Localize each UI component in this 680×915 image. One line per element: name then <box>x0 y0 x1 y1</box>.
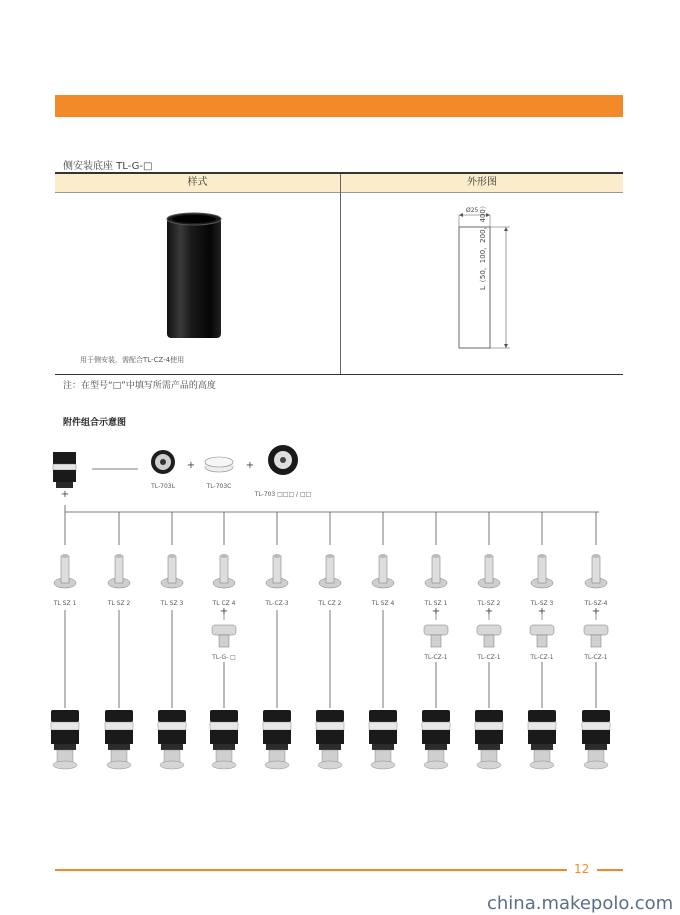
branch-label: TL-SZ-4 <box>584 600 608 607</box>
bracket-part <box>584 625 608 647</box>
light-assembly <box>528 710 556 769</box>
branch-label: TL SZ 2 <box>107 600 131 607</box>
mount-part <box>213 554 235 588</box>
light-assembly <box>582 710 610 769</box>
sub-part-label: TL-CZ-1 <box>530 654 554 661</box>
branch-label: TL CZ 4 <box>212 600 236 607</box>
plus-sign: + <box>431 606 441 617</box>
branch-label: TL SZ 1 <box>53 600 77 607</box>
section-title: 侧安装底座 TL-G-□ <box>63 161 153 172</box>
branch-label: TL-CZ-3 <box>265 600 289 607</box>
dimension-length: L（50，100，200，400） <box>479 202 487 290</box>
light-assembly <box>316 710 344 769</box>
light-assembly <box>422 710 450 769</box>
bracket-part <box>477 625 501 647</box>
diagram-title: 附件组合示意图 <box>63 418 127 428</box>
top-light-unit <box>53 452 76 488</box>
bracket-part <box>212 625 236 647</box>
footer-rule-right <box>597 869 623 871</box>
bracket-part <box>530 625 554 647</box>
plus-sign: + <box>60 489 70 500</box>
plus-sign: + <box>245 460 255 471</box>
part-label-tl-703: TL-703 □□□ / □□ <box>254 491 312 498</box>
mount-part <box>161 554 183 588</box>
branch-label: TL-SZ 3 <box>530 600 554 607</box>
plus-sign: + <box>484 606 494 617</box>
mount-part <box>531 554 553 588</box>
sub-part-label: TL-CZ-1 <box>477 654 501 661</box>
column-header-shape: 外形图 <box>341 174 623 193</box>
branch-label: TL SZ 1 <box>424 600 448 607</box>
page-number: 12 <box>574 862 590 876</box>
plus-sign: + <box>219 606 229 617</box>
plus-sign: + <box>537 606 547 617</box>
mount-part <box>108 554 130 588</box>
dimension-diameter: Ø25 <box>466 207 479 214</box>
mount-part <box>54 554 76 588</box>
sub-part-label: TL-CZ-1 <box>584 654 608 661</box>
branch-label: TL SZ 3 <box>160 600 184 607</box>
mount-part <box>478 554 500 588</box>
mount-part <box>372 554 394 588</box>
mount-part <box>266 554 288 588</box>
light-assembly <box>105 710 133 769</box>
mount-part <box>585 554 607 588</box>
part-label-tl-703l: TL-703L <box>151 483 175 490</box>
branch-label: TL-SZ 2 <box>477 600 501 607</box>
mount-part <box>319 554 341 588</box>
light-assembly <box>51 710 79 769</box>
sub-part-label: TL-CZ-1 <box>424 654 448 661</box>
branch-label: TL SZ 4 <box>371 600 395 607</box>
light-assembly <box>158 710 186 769</box>
footnote: 注：在型号“□”中填写所需产品的高度 <box>63 381 216 391</box>
plus-sign: + <box>186 460 196 471</box>
part-label-tl-703c: TL-703C <box>206 483 232 490</box>
watermark: china.makepolo.com <box>487 893 674 914</box>
product-caption: 用于侧安装，需配合TL-CZ-4使用 <box>80 356 185 364</box>
footer-rule-left <box>55 869 567 871</box>
light-assembly <box>210 710 238 769</box>
bracket-part <box>424 625 448 647</box>
light-assembly <box>475 710 503 769</box>
mount-part <box>425 554 447 588</box>
sub-part-label: TL-G- □ <box>212 654 236 661</box>
plus-sign: + <box>591 606 601 617</box>
branch-label: TL CZ 2 <box>318 600 342 607</box>
light-assembly <box>369 710 397 769</box>
light-assembly <box>263 710 291 769</box>
column-header-style: 样式 <box>55 174 340 193</box>
